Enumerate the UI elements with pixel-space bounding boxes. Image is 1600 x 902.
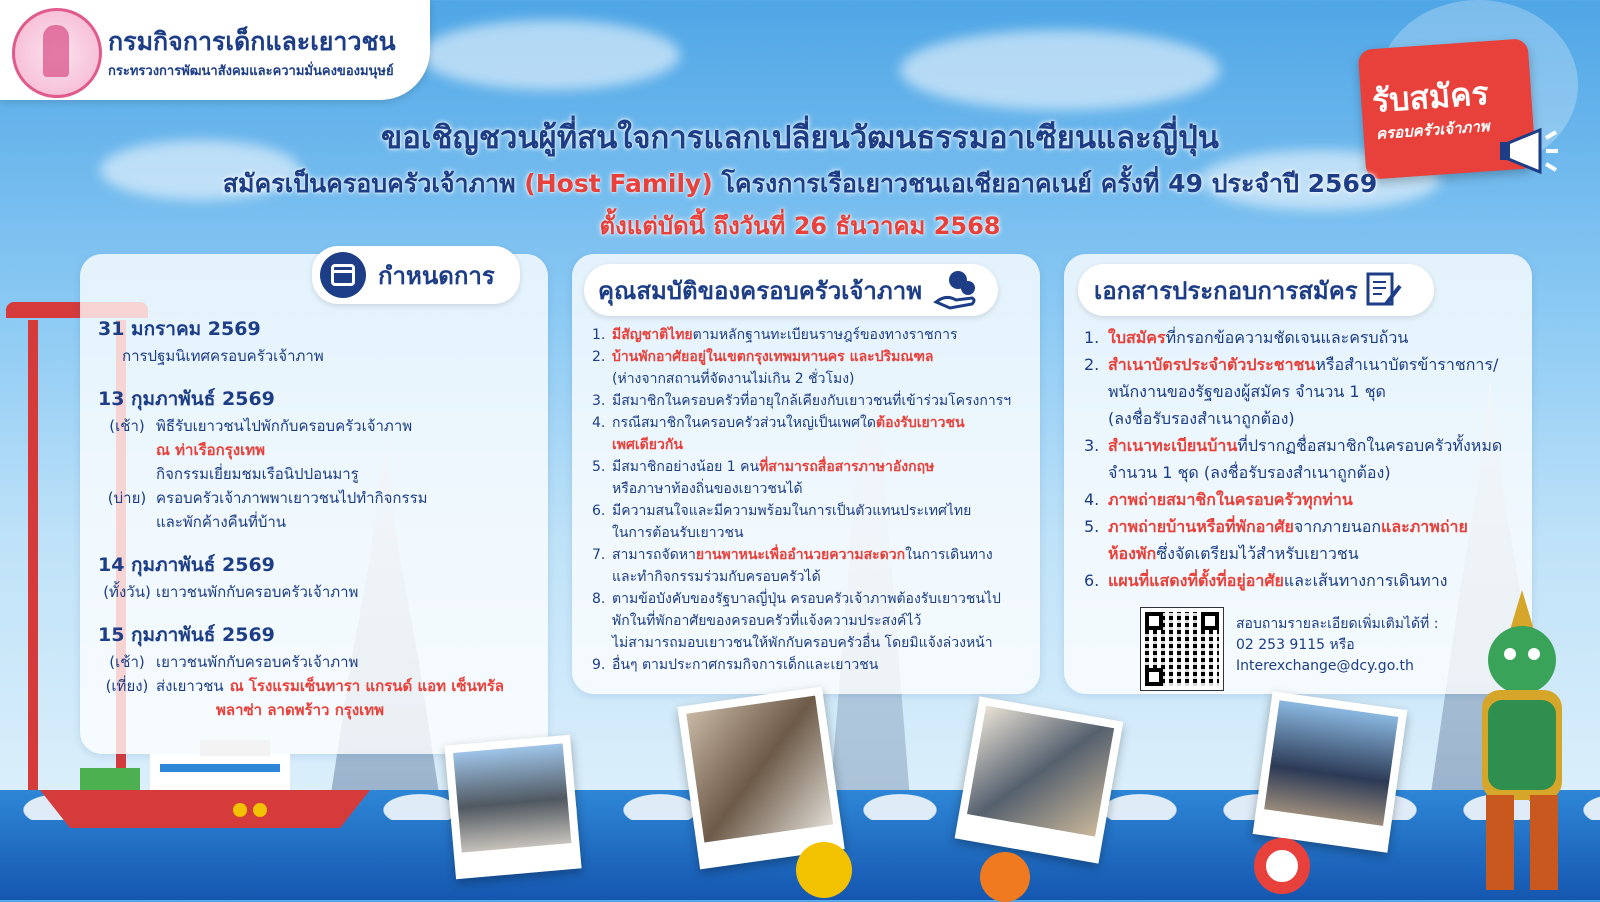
item-text: จากภายนอก [1293,517,1382,536]
event-text: พิธีรับเยาวชนไปพักกับครอบครัวเจ้าภาพ [156,417,413,435]
item-text: ที่ปรากฏชื่อสมาชิกในครอบครัวทั้งหมด [1237,436,1503,455]
list-item [1084,567,1502,594]
qualifications-title-box [584,264,998,316]
schedule-date: 31 มกราคม 2569 [98,318,261,340]
item-number [1084,459,1108,486]
item-number [592,632,612,654]
event-text: กิจกรรมเยี่ยมชมเรือนิปปอนมารู [156,465,359,483]
schedule-title-box [312,246,520,304]
list-item [592,346,1011,368]
schedule-list [98,306,538,722]
item-number: 4. [1084,490,1100,509]
item-text: และทำกิจกรรมร่วมกับครอบครัวได้ [612,569,821,585]
contact-email[interactable]: Interexchange@dcy.go.th [1236,658,1414,674]
subheadline [0,164,1600,204]
item-number [592,566,612,588]
qr-code[interactable] [1141,608,1223,690]
item-text: (ลงชื่อรับรองสำเนาถูกต้อง) [1108,409,1295,428]
list-item [592,500,1011,522]
item-text: ไม่สามารถมอบเยาวชนให้พักกับครอบครัวอื่น โดยมิแจ้งล่วงหน้า [612,635,993,651]
event-time: (บ่าย) [107,489,147,507]
item-number: 9. [592,657,606,673]
contact-info [1236,614,1438,677]
item-number [1084,405,1108,432]
photo-ship [444,735,581,879]
event-text: เยาวชนพักกับครอบครัวเจ้าภาพ [156,583,359,601]
event-text: และพักค้างคืนที่บ้าน [156,513,287,531]
list-item [592,390,1011,412]
item-text: ในการเดินทาง [905,547,993,563]
item-text: มีความสนใจและมีความพร้อมในการเป็นตัวแทนประเทศไทย [612,503,972,519]
item-number [592,522,612,544]
schedule-date: 14 กุมภาพันธ์ 2569 [98,554,275,576]
ship-illustration [40,740,370,830]
list-item [1084,405,1502,432]
event-text: ครอบครัวเจ้าภาพพาเยาวชนไปทำกิจกรรม [156,489,428,507]
calendar-icon [320,252,366,298]
qr-finder [1145,612,1163,630]
item-highlight: เพศเดียวกัน [612,437,683,453]
item-text: กรณีสมาชิกในครอบครัวส่วนใหญ่เป็นเพศใด [612,415,876,431]
item-text: หรือสำเนาบัตรข้าราชการ/ [1315,355,1499,374]
event-time: (เที่ยง) [105,677,149,695]
item-text: มีสมาชิกในครอบครัวที่อายุใกล้เคียงกับเยาวชนที่เข้าร่วมโครงการฯ [612,393,1012,409]
event-time [98,438,156,462]
item-number: 1. [592,327,606,343]
item-text: (ห่างจากสถานที่จัดงานไม่เกิน 2 ชั่วโมง) [612,371,855,387]
subheadline-part: โครงการเรือเยาวชนเอเชียอาคเนย์ ครั้งที่ 49 ประจำปี 2569 [712,169,1378,198]
item-highlight: ภาพถ่ายบ้านหรือที่พักอาศัย [1108,517,1294,536]
item-number: 7. [592,547,606,563]
list-item [592,566,1011,588]
item-highlight: ห้องพัก [1108,544,1157,563]
item-number [592,478,612,500]
item-number: 8. [592,591,606,607]
event-time [98,462,156,486]
guardian-giant-statue [1452,590,1592,890]
event-text: การปฐมนิเทศครอบครัวเจ้าภาพ [122,347,324,365]
item-number: 5. [1084,517,1100,536]
qualifications-panel [572,254,1040,694]
qualifications-title: คุณสมบัติของครอบครัวเจ้าภาพ [598,276,923,305]
item-highlight: และภาพถ่าย [1381,517,1468,536]
qr-finder [1145,668,1163,686]
item-number: 6. [592,503,606,519]
cloud [420,20,680,90]
headline: ขอเชิญชวนผู้ที่สนใจการแลกเปลี่ยนวัฒนธรรมอาเซียนและญี่ปุ่น [381,120,1219,156]
hands-stars-icon [932,268,980,312]
schedule-event [98,650,538,674]
list-item [1084,351,1502,378]
item-highlight: สำเนาทะเบียนบ้าน [1108,436,1238,455]
schedule-event [98,486,538,510]
item-text: หรือภาษาท้องถิ่นของเยาวชนได้ [612,481,803,497]
event-time: (เช้า) [109,653,145,671]
item-number: 3. [1084,436,1100,455]
schedule-title: กำหนดการ [378,261,495,290]
event-time [98,344,122,368]
item-highlight: ภาพถ่ายสมาชิกในครอบครัวทุกท่าน [1108,490,1353,509]
badge-title: รับสมัคร [1370,73,1490,121]
qr-finder [1201,612,1219,630]
schedule-event [98,510,538,534]
item-number [592,368,612,390]
item-number: 2. [1084,355,1100,374]
list-item [1084,378,1502,405]
item-highlight: มีสัญชาติไทย [612,327,693,343]
host-family-highlight: (Host Family) [524,169,713,198]
documents-title-box [1078,264,1434,316]
list-item [592,434,1011,456]
ministry-seal-icon [12,8,102,98]
cloud [900,30,1220,110]
event-location: ณ โรงแรมเซ็นทารา แกรนด์ แอท เซ็นทรัล [229,677,504,695]
list-item [592,588,1011,610]
item-text: ที่กรอกข้อความชัดเจนและครบถ้วน [1165,328,1409,347]
item-highlight: ต้องรับเยาวชน [875,415,965,431]
list-item [592,522,1011,544]
deadline: ตั้งแต่บัดนี้ ถึงวันที่ 26 ธันวาคม 2568 [599,212,1001,240]
float-ball [980,852,1030,902]
schedule-event [98,580,538,604]
item-highlight: แผนที่แสดงที่ตั้งที่อยู่อาศัย [1108,571,1284,590]
photo-group-3 [1253,691,1408,853]
subheadline-part: สมัครเป็นครอบครัวเจ้าภาพ [222,169,525,198]
documents-title: เอกสารประกอบการสมัคร [1094,276,1358,305]
item-number: 5. [592,459,606,475]
schedule-date: 13 กุมภาพันธ์ 2569 [98,388,275,410]
list-item [592,544,1011,566]
event-time [98,698,156,722]
item-number [592,434,612,456]
item-number [1084,540,1108,567]
list-item [592,654,1011,676]
event-text: ส่งเยาวชน [156,677,224,695]
item-text: และเส้นทางการเดินทาง [1283,571,1448,590]
list-item [1084,324,1502,351]
org-name: กรมกิจการเด็กและเยาวชน [108,27,396,56]
contact-label: สอบถามรายละเอียดเพิ่มเติมได้ที่ : [1236,616,1439,632]
contact-phone: 02 253 9115 หรือ [1236,637,1355,653]
schedule-event [98,438,538,462]
schedule-event [98,414,538,438]
list-item [1084,486,1502,513]
list-item [592,478,1011,500]
item-text: ตามข้อบังคับของรัฐบาลญี่ปุ่น ครอบครัวเจ้าภาพต้องรับเยาวชนไป [612,591,1001,607]
item-highlight: ใบสมัคร [1108,328,1166,347]
item-highlight: สำเนาบัตรประจำตัวประชาชน [1108,355,1316,374]
item-text: อื่นๆ ตามประกาศกรมกิจการเด็กและเยาวชน [612,657,879,673]
schedule-event [98,462,538,486]
item-number: 2. [592,349,606,365]
item-text: พนักงานของรัฐของผู้สมัคร จำนวน 1 ชุด [1108,382,1386,401]
schedule-event [98,344,538,368]
list-item [592,632,1011,654]
item-text: ในการต้อนรับเยาวชน [612,525,744,541]
event-location: พลาซ่า ลาดพร้าว กรุงเทพ [216,701,385,719]
item-number: 3. [592,393,606,409]
documents-list [1084,324,1502,594]
list-item [592,610,1011,632]
schedule-event [98,674,538,698]
item-text: จำนวน 1 ชุด (ลงชื่อรับรองสำเนาถูกต้อง) [1108,463,1391,482]
schedule-panel [80,254,548,754]
org-ministry: กระทรวงการพัฒนาสังคมและความมั่นคงของมนุษย์ [108,64,394,79]
item-number [592,610,612,632]
item-highlight: ยานพาหนะเพื่ออำนวยความสะดวก [695,547,906,563]
list-item [592,412,1011,434]
item-number: 1. [1084,328,1100,347]
giant-swing-pillar [28,320,38,790]
item-highlight: บ้านพักอาศัยอยู่ในเขตกรุงเทพมหานคร และปริมณฑล [612,349,934,365]
life-ring-icon [1254,838,1310,894]
photo-group-2 [955,696,1124,863]
event-time: (เช้า) [109,417,145,435]
item-text: ตามหลักฐานทะเบียนราษฎร์ของทางราชการ [692,327,958,343]
list-item [1084,459,1502,486]
document-pen-icon [1364,270,1404,310]
list-item [1084,513,1502,540]
list-item [592,368,1011,390]
list-item [1084,432,1502,459]
qualifications-list [592,324,1011,676]
list-item [592,456,1011,478]
event-text: เยาวชนพักกับครอบครัวเจ้าภาพ [156,653,359,671]
item-text: พักในที่พักอาศัยของครอบครัวที่แจ้งความประสงค์ไว้ [612,613,922,629]
list-item [1084,540,1502,567]
event-time: (ทั้งวัน) [103,583,151,601]
item-number: 6. [1084,571,1100,590]
schedule-date: 15 กุมภาพันธ์ 2569 [98,624,275,646]
item-highlight: ที่สามารถสื่อสารภาษาอังกฤษ [759,459,935,475]
item-text: สามารถจัดหา [612,547,696,563]
badge-subtitle: ครอบครัวเจ้าภาพ [1375,117,1491,143]
item-number: 4. [592,415,606,431]
event-time [98,510,156,534]
schedule-event [98,698,538,722]
item-text: ซึ่งจัดเตรียมไว้สำหรับเยาวชน [1156,544,1359,563]
item-number [1084,378,1108,405]
list-item [592,324,1011,346]
event-text: ณ ท่าเรือกรุงเทพ [156,441,266,459]
item-text: มีสมาชิกอย่างน้อย 1 คน [612,459,760,475]
logo-header [0,0,430,100]
float-ball [796,842,852,898]
